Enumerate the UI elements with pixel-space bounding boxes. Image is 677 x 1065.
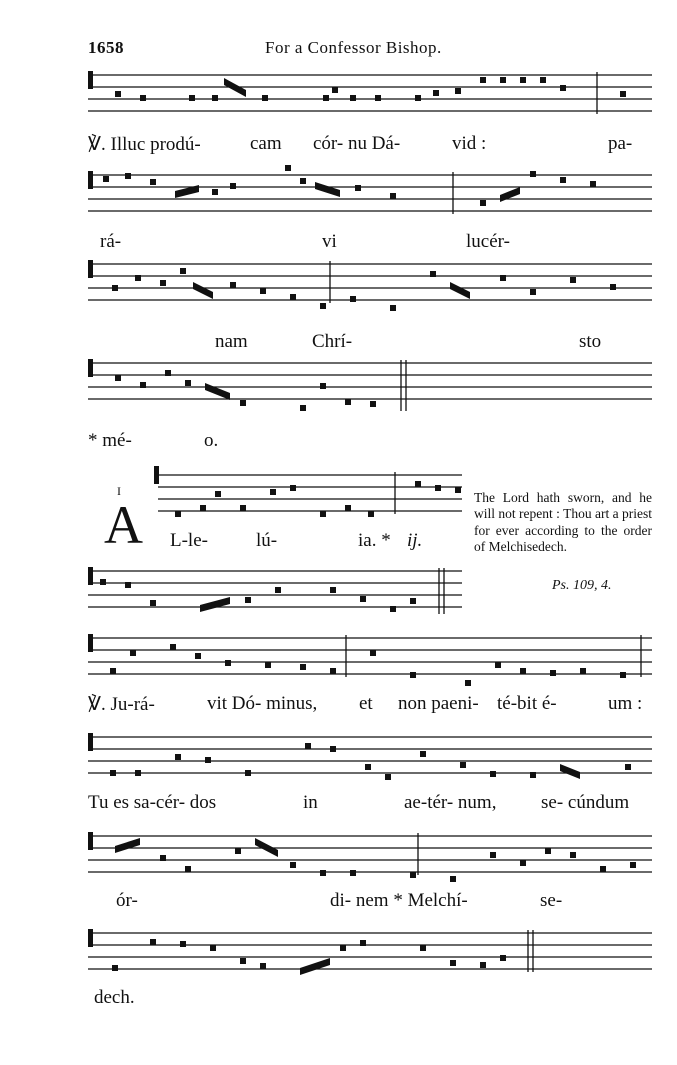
lyric-v1-3c: sto (579, 331, 602, 352)
translation-paragraph: The Lord hath sworn, and he will not repent : Thou art a priest for ever according to the order of Melchisedech. (474, 490, 652, 555)
lyric-v2-2a: Tu es sa-cér- dos (88, 792, 217, 813)
lyric-v2-1a: ℣. Ju-rá- (88, 694, 155, 715)
lyric-v2-3a: ór- (116, 890, 138, 911)
lyric-all-4: ij. (407, 530, 423, 551)
translation-text (474, 490, 652, 556)
lyric-v1-2b: vi (322, 231, 337, 252)
lyric-v2-2c: ae-tér- num, (404, 792, 497, 813)
lyric-v1-1a: ℣. Illuc prodú- (88, 134, 201, 155)
psalm-reference: Ps. 109, 4. (552, 578, 612, 593)
lyric-v2-3c: se- (540, 890, 563, 911)
mode-number: I (117, 484, 121, 498)
lyric-v2-1f: um : (608, 693, 643, 714)
lyric-v1-1c: cór- nu Dá- (313, 133, 401, 154)
lyric-v1-1d: vid : (452, 133, 487, 154)
lyric-v1-2a: rá- (100, 231, 122, 252)
lyric-v2-1b: vit Dó- minus, (207, 693, 318, 714)
lyric-v2-2b: in (303, 792, 318, 813)
running-head: For a Confessor Bishop. (265, 38, 442, 57)
lyric-v2-1e: té-bit é- (497, 693, 557, 714)
page-number: 1658 (88, 38, 124, 57)
lyric-v1-1b: cam (250, 133, 282, 154)
lyric-v2-1c: et (359, 693, 373, 714)
lyric-v1-4a: * mé- (88, 430, 132, 451)
lyric-v2-4a: dech. (94, 987, 135, 1008)
lyric-v1-2c: lucér- (466, 231, 510, 252)
drop-initial: A (104, 495, 143, 555)
lyric-v2-3b: di- nem * Melchí- (330, 890, 468, 911)
lyric-v1-4b: o. (204, 430, 219, 451)
lyric-all-2: lú- (256, 530, 278, 551)
lyric-v1-3b: Chrí- (312, 331, 353, 352)
lyric-v1-3a: nam (215, 331, 248, 352)
lyric-all-3: ia. * (358, 530, 391, 551)
lyric-v2-2d: se- cúndum (541, 792, 630, 813)
lyric-v1-1e: pa- (608, 133, 633, 154)
lyric-v2-1d: non paeni- (398, 693, 479, 714)
lyric-all-1: L-le- (170, 530, 208, 551)
